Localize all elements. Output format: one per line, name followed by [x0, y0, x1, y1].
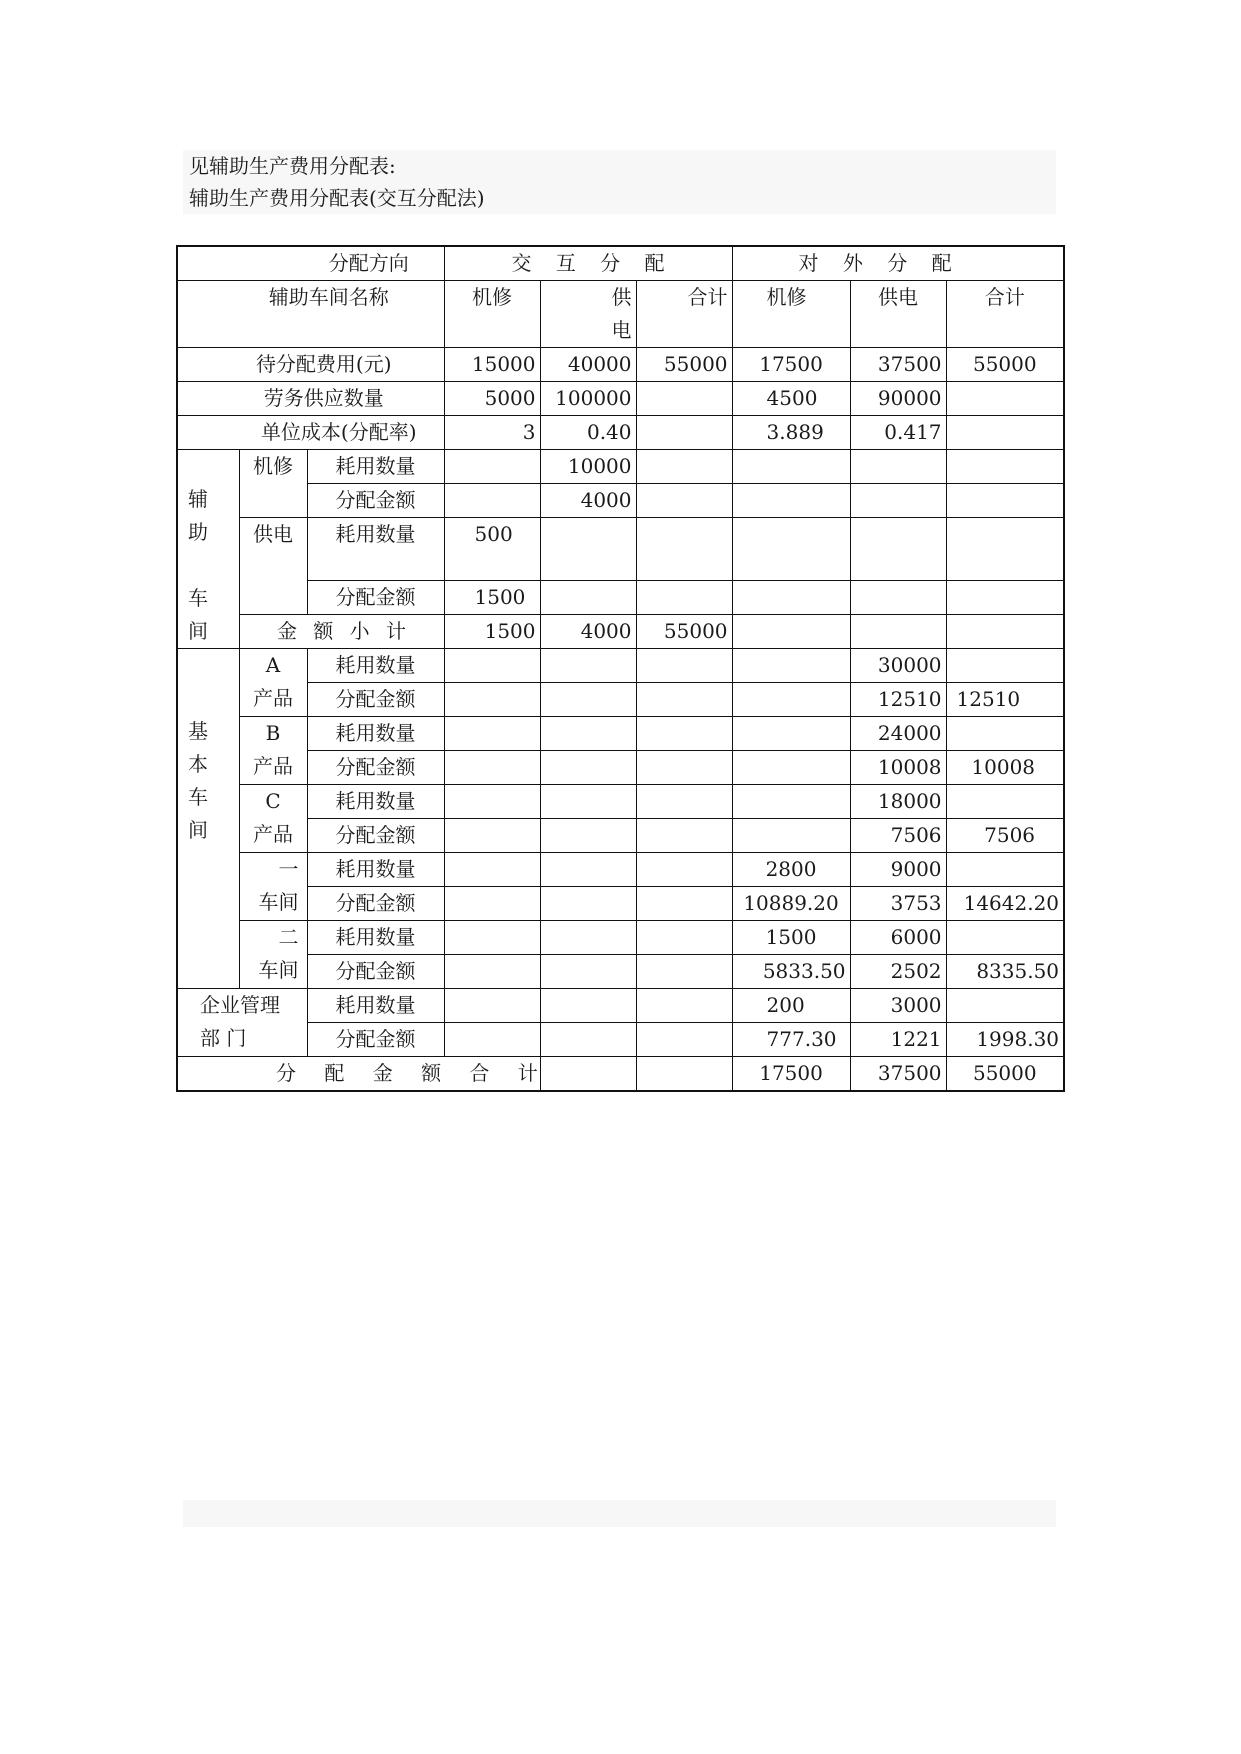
cell [636, 921, 732, 955]
cell: 8335.50 [946, 955, 1064, 989]
direction-label: 分配方向 [177, 246, 444, 281]
cell [636, 819, 732, 853]
cell: 3000 [850, 989, 946, 1023]
cell: 5833.50 [732, 955, 850, 989]
row-basic-c-qty [177, 785, 1064, 819]
col-jixiu: 机修 [444, 281, 540, 348]
cell: 3753 [850, 887, 946, 921]
amt-label: 分配金额 [307, 683, 444, 717]
amt-label: 分配金额 [307, 887, 444, 921]
row-total [177, 1057, 1064, 1092]
cell: 1500 [732, 921, 850, 955]
cell [946, 382, 1064, 416]
cell: 0.417 [850, 416, 946, 450]
cell: 7506 [946, 819, 1064, 853]
cell: 40000 [540, 348, 636, 382]
col-heji-external: 合计 [946, 281, 1064, 348]
cell: 24000 [850, 717, 946, 751]
qty-label: 耗用数量 [307, 649, 444, 683]
cell [444, 853, 540, 887]
amt-label: 分配金额 [307, 819, 444, 853]
cell: 55000 [946, 1057, 1064, 1092]
aux-subtotal-label: 金 额 小 计 [239, 615, 444, 649]
cell [636, 649, 732, 683]
row-mgmt-amt [177, 1023, 1064, 1057]
cell [946, 785, 1064, 819]
cell: 10000 [540, 450, 636, 484]
cell: 30000 [850, 649, 946, 683]
cell [850, 484, 946, 518]
cell [732, 518, 850, 581]
cell [636, 484, 732, 518]
cell: 3 [444, 416, 540, 450]
total-label: 分 配 金 额 合 计 [177, 1057, 540, 1092]
cell [444, 450, 540, 484]
cell [444, 484, 540, 518]
qty-label: 耗用数量 [307, 989, 444, 1023]
cell: 12510 [946, 683, 1064, 717]
row-basic-b-qty [177, 717, 1064, 751]
cell [444, 955, 540, 989]
cell [946, 717, 1064, 751]
row-basic-ws2-qty [177, 921, 1064, 955]
mutual-allocation-header: 交 互 分 配 [444, 246, 732, 281]
amt-label: 分配金额 [307, 484, 444, 518]
cell: 37500 [850, 348, 946, 382]
cell [636, 955, 732, 989]
product-b-label: B 产品 [239, 717, 307, 785]
header-row-workshop [177, 281, 1064, 348]
cell: 9000 [850, 853, 946, 887]
workshop-2-label: 二 车间 [239, 921, 307, 989]
cell [946, 921, 1064, 955]
basic-workshop-group-label: 基 本 车 间 [177, 649, 239, 989]
cell [636, 1023, 732, 1057]
cell [732, 717, 850, 751]
cell [850, 450, 946, 484]
cell [540, 921, 636, 955]
cell [946, 581, 1064, 615]
cell [636, 416, 732, 450]
aux-workshop-group-label: 辅 助 车 间 [177, 450, 239, 649]
intro-block [183, 150, 1056, 214]
cell [732, 751, 850, 785]
cell: 4000 [540, 615, 636, 649]
cell [540, 751, 636, 785]
cell [444, 819, 540, 853]
col-gongdian-external: 供电 [850, 281, 946, 348]
cell [540, 955, 636, 989]
cell: 7506 [850, 819, 946, 853]
row-aux-subtotal [177, 615, 1064, 649]
cell [732, 581, 850, 615]
cell [636, 1057, 732, 1092]
cell [540, 717, 636, 751]
cell [636, 518, 732, 581]
cell: 10889.20 [732, 887, 850, 921]
mgmt-dept-label: 企业管理 部 门 [177, 989, 307, 1057]
cell [636, 382, 732, 416]
cell [444, 751, 540, 785]
amt-label: 分配金额 [307, 751, 444, 785]
row-basic-c-amt [177, 819, 1064, 853]
row-pending-cost [177, 348, 1064, 382]
cell [540, 1023, 636, 1057]
cell [946, 649, 1064, 683]
cell: 12510 [850, 683, 946, 717]
cell: 1998.30 [946, 1023, 1064, 1057]
cell [732, 450, 850, 484]
cell [444, 921, 540, 955]
cell [850, 518, 946, 581]
pending-cost-label: 待分配费用(元) [177, 348, 444, 382]
cell [540, 649, 636, 683]
row-unit-cost [177, 416, 1064, 450]
row-aux-jixiu-qty [177, 450, 1064, 484]
cell: 4000 [540, 484, 636, 518]
cell [636, 581, 732, 615]
cell [732, 785, 850, 819]
cell: 6000 [850, 921, 946, 955]
cell [850, 581, 946, 615]
cell: 1500 [444, 581, 540, 615]
col-heji: 合计 [636, 281, 732, 348]
qty-label: 耗用数量 [307, 518, 444, 581]
row-basic-a-amt [177, 683, 1064, 717]
product-a-label: A 产品 [239, 649, 307, 717]
cell: 0.40 [540, 416, 636, 450]
row-aux-gongdian-amt [177, 581, 1064, 615]
cell [636, 450, 732, 484]
cell [946, 484, 1064, 518]
cell: 2502 [850, 955, 946, 989]
intro-line-2: 辅助生产费用分配表(交互分配法) [189, 186, 485, 210]
cell [444, 989, 540, 1023]
cell: 1221 [850, 1023, 946, 1057]
cell [946, 518, 1064, 581]
cell [946, 853, 1064, 887]
cell: 55000 [946, 348, 1064, 382]
cell [636, 785, 732, 819]
cell: 200 [732, 989, 850, 1023]
cell: 55000 [636, 615, 732, 649]
cell [946, 416, 1064, 450]
qty-label: 耗用数量 [307, 921, 444, 955]
cell [732, 819, 850, 853]
amt-label: 分配金额 [307, 955, 444, 989]
unit-cost-label: 单位成本(分配率) [177, 416, 444, 450]
allocation-table [176, 245, 1065, 1092]
cell [540, 581, 636, 615]
cell [444, 887, 540, 921]
aux-gongdian-label: 供电 [239, 518, 307, 615]
cell [540, 1057, 636, 1092]
cell [636, 989, 732, 1023]
cell [540, 887, 636, 921]
intro-line-1: 见辅助生产费用分配表: [189, 154, 396, 178]
qty-label: 耗用数量 [307, 450, 444, 484]
cell: 100000 [540, 382, 636, 416]
col-jixiu-external: 机修 [732, 281, 850, 348]
product-c-label: C 产品 [239, 785, 307, 853]
cell [732, 484, 850, 518]
external-allocation-header: 对 外 分 配 [732, 246, 1064, 281]
row-service-qty [177, 382, 1064, 416]
cell [636, 853, 732, 887]
cell [946, 450, 1064, 484]
cell: 4500 [732, 382, 850, 416]
cell: 5000 [444, 382, 540, 416]
cell: 17500 [732, 1057, 850, 1092]
cell: 37500 [850, 1057, 946, 1092]
row-mgmt-qty [177, 989, 1064, 1023]
row-aux-gongdian-qty [177, 518, 1064, 581]
amt-label: 分配金额 [307, 581, 444, 615]
cell [540, 989, 636, 1023]
cell [946, 989, 1064, 1023]
cell [850, 615, 946, 649]
cell [636, 717, 732, 751]
cell: 10008 [946, 751, 1064, 785]
row-aux-jixiu-amt [177, 484, 1064, 518]
cell [636, 683, 732, 717]
cell [946, 615, 1064, 649]
cell [732, 615, 850, 649]
cell: 777.30 [732, 1023, 850, 1057]
cell: 1500 [444, 615, 540, 649]
cell [444, 649, 540, 683]
cell [540, 785, 636, 819]
cell [444, 717, 540, 751]
amt-label: 分配金额 [307, 1023, 444, 1057]
cell [732, 649, 850, 683]
cell [540, 819, 636, 853]
cell: 90000 [850, 382, 946, 416]
row-basic-ws1-amt [177, 887, 1064, 921]
cell [636, 887, 732, 921]
cell: 2800 [732, 853, 850, 887]
workshop-1-label: 一 车间 [239, 853, 307, 921]
cell: 14642.20 [946, 887, 1064, 921]
row-basic-a-qty [177, 649, 1064, 683]
cell [444, 785, 540, 819]
row-basic-b-amt [177, 751, 1064, 785]
cell [540, 683, 636, 717]
cell: 10008 [850, 751, 946, 785]
cell [636, 751, 732, 785]
qty-label: 耗用数量 [307, 785, 444, 819]
cell [732, 683, 850, 717]
cell [444, 1023, 540, 1057]
row-basic-ws1-qty [177, 853, 1064, 887]
col-gongdian: 供 电 [540, 281, 636, 348]
cell: 500 [444, 518, 540, 581]
cell [444, 683, 540, 717]
cell: 55000 [636, 348, 732, 382]
aux-jixiu-label: 机修 [239, 450, 307, 518]
header-row-direction [177, 246, 1064, 281]
cell [540, 853, 636, 887]
cell: 18000 [850, 785, 946, 819]
workshop-name-label: 辅助车间名称 [177, 281, 444, 348]
footer-band [183, 1500, 1056, 1527]
cell [540, 518, 636, 581]
cell: 3.889 [732, 416, 850, 450]
row-basic-ws2-amt [177, 955, 1064, 989]
qty-label: 耗用数量 [307, 853, 444, 887]
cell: 17500 [732, 348, 850, 382]
qty-label: 耗用数量 [307, 717, 444, 751]
service-qty-label: 劳务供应数量 [177, 382, 444, 416]
cell: 15000 [444, 348, 540, 382]
